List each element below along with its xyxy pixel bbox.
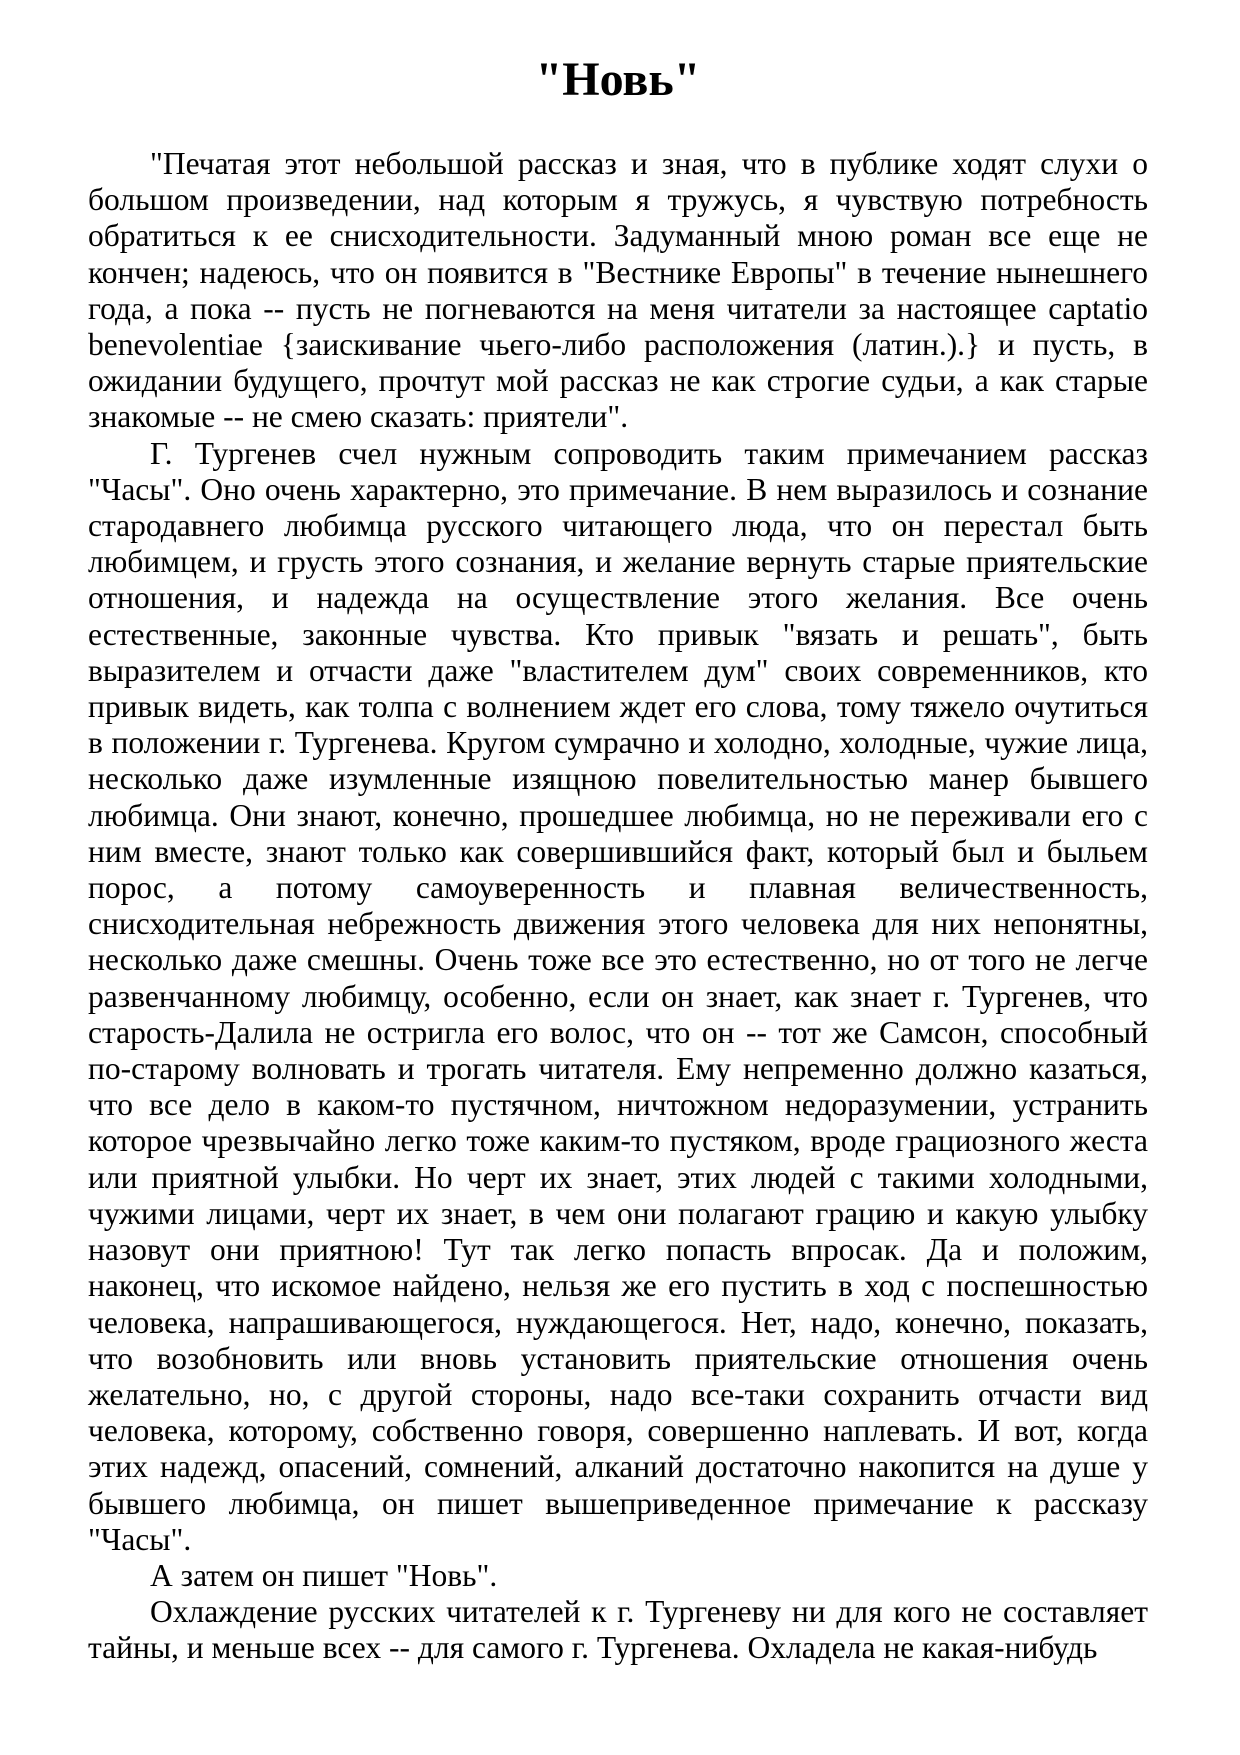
paragraph: А затем он пишет "Новь". bbox=[150, 1557, 498, 1593]
document-body bbox=[88, 146, 1148, 1667]
paragraph: "Печатая этот небольшой рассказ и зная, что в публике ходят слухи о большом произведении, над которым я тружусь, я чувствую потребность обратиться к ее снисходительности. Задуманный мною роман все еще не кончен; надеюсь, что он появится в "Вестнике Европы" в течение нынешнего года, а пока -- пусть не погневаются на меня читатели за настоящее captatio benevolentiae {заискивание чьего-либо расположения (латин.).} и пусть, в ожидании будущего, прочтут мой рассказ не как строгие судьи, а как старые знакомые -- не смею сказать: приятели". bbox=[88, 146, 1148, 435]
document-title: "Новь" bbox=[535, 53, 701, 106]
paragraph: Г. Тургенев счел нужным сопроводить таким примечанием рассказ "Часы". Оно очень характерно, это примечание. В нем выразилось и сознание стародавнего любимца русского читающего люда, что он перестал быть любимцем, и грусть этого сознания, и желание вернуть старые приятельские отношения, и надежда на осуществление этого желания. Все очень естественные, законные чувства. Кто привык "вязать и решать", быть выразителем и отчасти даже "властителем дум" своих современников, кто привык видеть, как толпа с волнением ждет его слова, тому тяжело очутиться в положении г. Тургенева. Кругом сумрачно и холодно, холодные, чужие лица, несколько даже изумленные изящною повелительностью манер бывшего любимца. Они знают, конечно, прошедшее любимца, но не переживали его с ним вместе, знают только как совершившийся факт, который был и быльем порос, а потому самоуверенность и плавная величественность, снисходительная небрежность движения этого человека для них непонятны, несколько даже смешны. Очень тоже все это естественно, но от того не легче развенчанному любимцу, особенно, если он знает, как знает г. Тургенев, что старость-Далила не остригла его волос, что он -- тот же Самсон, способный по-старому волновать и трогать читателя. Ему непременно должно казаться, что все дело в каком-то пустячном, ничтожном недоразумении, устранить которое чрезвычайно легко тоже каким-то пустяком, вроде грациозного жеста или приятной улыбки. Но черт их знает, этих людей с такими холодными, чужими лицами, черт их знает, в чем они полагают грацию и какую улыбку назовут они приятною! Тут так легко попасть впросак. Да и положим, наконец, что искомое найдено, нельзя же его пустить в ход с поспешностью человека, напрашивающегося, нуждающегося. Нет, надо, конечно, показать, что возобновить или вновь установить приятельские отношения очень желательно, но, с другой стороны, надо все-таки сохранить отчасти вид человека, которому, собственно говоря, совершенно наплевать. И вот, когда этих надежд, опасений, сомнений, алканий достаточно накопится на душе у бывшего любимца, он пишет вышеприведенное примечание к рассказу "Часы". bbox=[88, 435, 1148, 1557]
document-page bbox=[88, 50, 1148, 1667]
paragraph: Охлаждение русских читателей к г. Тургеневу ни для кого не составляет тайны, и меньше всех -- для самого г. Тургенева. Охладела не какая-нибудь bbox=[88, 1594, 1148, 1666]
